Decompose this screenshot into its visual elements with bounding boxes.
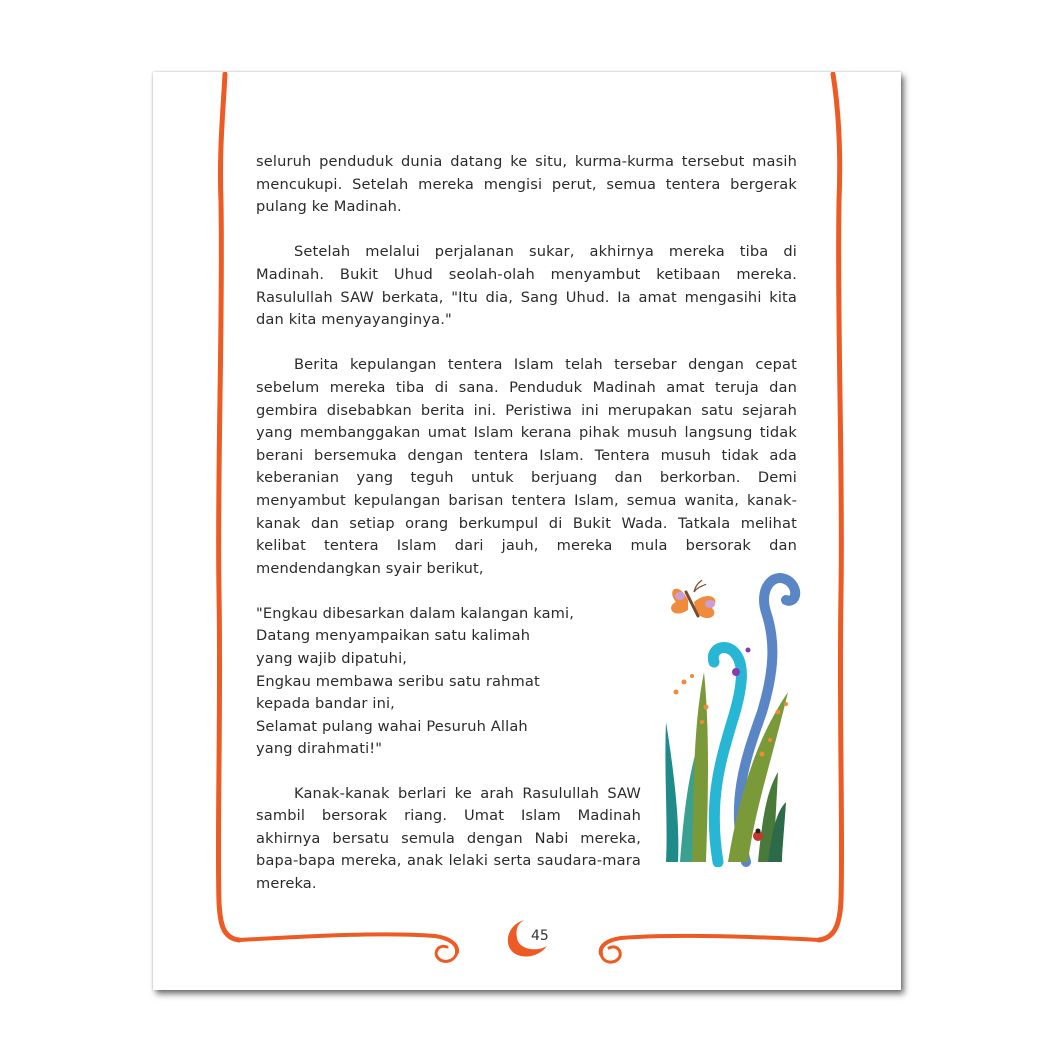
poem-line: Datang menyampaikan satu kalimah	[256, 627, 531, 645]
poem-line: Selamat pulang wahai Pesuruh Allah	[256, 717, 528, 735]
poem-line: kepada bandar ini,	[256, 695, 395, 713]
butterfly-icon	[671, 580, 715, 618]
book-page	[153, 72, 901, 990]
paragraph-1: seluruh penduduk dunia datang ke situ, kurma-kurma tersebut masih mencukupi. Setelah mereka mengisi perut, semua tentera bergerak pulang ke Madinah.	[256, 153, 797, 216]
poem-line: yang dirahmati!"	[256, 740, 383, 758]
poem-line: yang wajib dipatuhi,	[256, 650, 408, 668]
poem-line: Engkau membawa seribu satu rahmat	[256, 672, 540, 690]
paragraph-3: Berita kepulangan tentera Islam telah tersebar dengan cepat sebelum mereka tiba di sana. Penduduk Madinah amat teruja dan gembira disebabkan berita ini. Peristiwa ini merupakan satu sejarah yang membanggakan umat Islam kerana pihak musuh langsung tidak berani bersemuka dengan tentera Islam. Tentera musuh tidak ada keberanian yang teguh untuk berjuang dan berkorban. Demi menyambut kepulangan barisan tentera Islam, semua wanita, kanak-kanak dan setiap orang berkumpul di Bukit Wada. Tatkala melihat kelibat tentera Islam dari jauh, mereka mula bersorak dan mendendangkan syair berikut,	[256, 356, 797, 577]
page-number: 45	[531, 928, 549, 944]
paragraph-4: Kanak-kanak berlari ke arah Rasulullah SAW sambil bersorak riang. Umat Islam Madinah akhirnya bersatu semula dengan Nabi mereka, bapa-bapa mereka, anak lelaki serta saudara-mara mereka.	[256, 784, 641, 892]
grass-butterfly-illustration	[658, 572, 803, 867]
poem-line: "Engkau dibesarkan dalam kalangan kami,	[256, 604, 575, 622]
ladybug-icon	[753, 829, 763, 842]
paragraph-2: Setelah melalui perjalanan sukar, akhirnya mereka tiba di Madinah. Bukit Uhud seolah-olah menyambut ketibaan mereka. Rasulullah SAW berkata, "Itu dia, Sang Uhud. Ia amat mengasihi kita dan kita menyayanginya."	[256, 243, 797, 329]
